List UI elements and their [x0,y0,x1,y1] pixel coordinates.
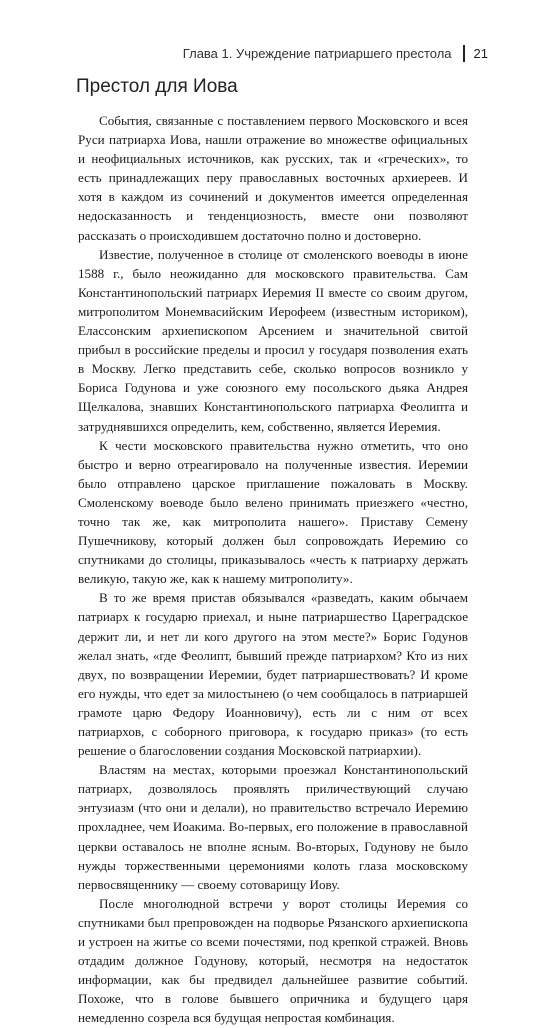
paragraph: В то же время пристав обязывался «разведать, каким обычаем патриарх к государю приехал, и ныне патриаршество Цареградское держит ли, и нет ли кого другого на этом месте?» Борис Годунов желал знать, «где Феолипт, бывший прежде патриархом? Кто из них двух, по возвращении Иеремии, будет патриаршествовать? И кроме его нужды, что едет за милостынею (о чем сообщалось в патриаршей грамоте царю Федору Иоанновичу), есть ли с ним от всех патриархов, с соборного приговора, к государю приказ» (то есть решение о благословении создания Московской патриархии). [78,590,468,759]
paragraph: События, связанные с поставлением первого Московского и всея Руси патриарха Иова, нашли отражение во множестве официальных и неофициальных источников, как русских, так и «греческих», то есть принадлежащих перу православных восточных архиереев. И хотя в каждом из сочинений и документов имеется определенная недосказанность и тенденциозность, вместе они позволяют рассказать о происходившем достаточно полно и достоверно. [78,113,468,243]
page-number: 21 [473,46,488,61]
header-divider [463,45,465,62]
paragraph: Властям на местах, которыми проезжал Константинопольский патриарх, дозволялось проявлять приличествующий случаю энтузиазм (что они и делали), но правительство встречало Иеремию прохладнее, чем Иоакима. Во-первых, его положение в православной церкви оставалось не вполне ясным. Во-вторых, Годунову не было нужды торжественными церемониями колоть глаза московскому первосвященнику — своему сотоварищу Иову. [78,762,468,892]
paragraph: Известие, полученное в столице от смоленского воеводы в июне 1588 г., было неожиданно для московского правительства. Сам Константинопольский патриарх Иеремия II вместе со своим другом, митрополитом Монемвасийским Иерофеем (известным историком), Елассонским архиепископом Арсением и значительной свитой прибыл в российские пределы и просил у государя позволения ехать в Москву. Легко представить себе, сколько вопросов возникло у Бориса Годунова и уже союзного ему посольского дьяка Андрея Щелкалова, знавших Константинопольского патриарха Феолипта и затруднявшихся определить, кем, собственно, является Иеремия. [78,246,468,434]
chapter-title: Глава 1. Учреждение патриаршего престола [182,46,452,61]
body-text [78,111,468,1028]
paragraph: После многолюдной встречи у ворот столицы Иеремия со спутниками был препровожден на подворье Рязанского архиепископа и устроен на житье со всеми почестями, под крепкой стражей. Вновь отдадим должное Годунову, который, несмотря на недостаток информации, как бы предвидел дальнейшее развитие событий. Похоже, что в голове бывшего опричника и будущего царя немедленно созрела вся будущая непростая комбинация. [78,895,468,1026]
section-title: Престол для Иова [76,76,238,97]
paragraph: К чести московского правительства нужно отметить, что оно быстро и верно отреагировало на полученные известия. Иеремии было отправлено царское приглашение пожаловать в Москву. Смоленскому воеводе было велено принимать приезжего «честно, точно так же, как митрополита нашего». Приставу Семену Пушечникову, который должен был сопровождать Иеремию со спутниками до столицы, приказывалось «честь к патриарху держать великую, такую же, как к нашему митрополиту». [78,437,468,587]
running-header [183,45,488,62]
